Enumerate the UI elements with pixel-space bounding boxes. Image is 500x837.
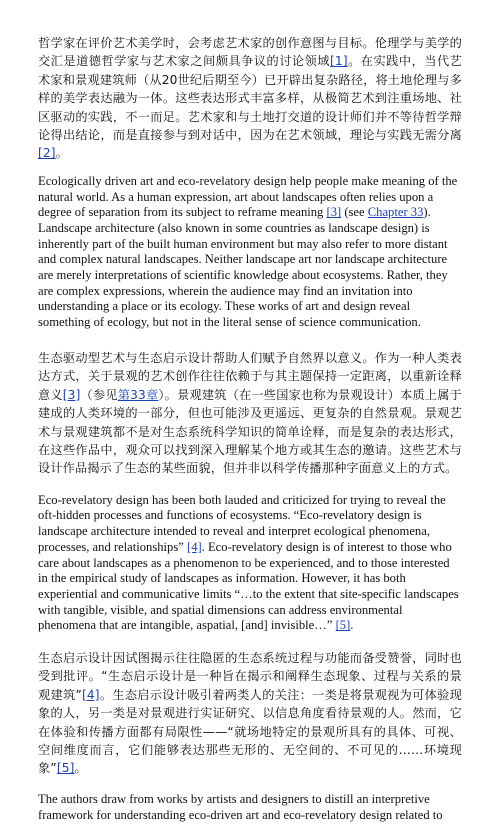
- paragraph-zh-3: [38, 649, 462, 778]
- paragraph-text: 。: [55, 146, 69, 161]
- chapter-link[interactable]: Chapter 33: [367, 205, 424, 220]
- citation-link[interactable]: [3]: [62, 387, 81, 402]
- paragraph-zh-2: [38, 349, 462, 478]
- paragraph-en-2: [38, 493, 462, 634]
- citation-link[interactable]: [5]: [56, 761, 75, 776]
- citation-link[interactable]: [3]: [326, 205, 342, 220]
- citation-link[interactable]: [5]: [335, 618, 351, 633]
- paragraph-text: 生态驱动型艺术与生态启示设计帮助人们赋予自然界以意义。作为一种人类表达方式，关于景观的艺术创作往往依赖于与其主题保持一定距离，以重新诠释意义: [38, 350, 462, 402]
- paragraph-text: . Eco-revelatory design is of interest to those who care about landscapes as a phenomenon to be experienced, and to those interested in the empirical study of landscapes as information. However, it has both experiential and communicative limits “…to the extent that site-specific landscapes with tangible, visible, and spatial dimensions can address environmental phenomena that are intangible, aspatial, [and] invisible…”: [38, 539, 459, 633]
- paragraph-text: 。在实践中，当代艺术家和景观建筑师（从20世纪后期至今）已开辟出复杂路径，将土地伦理与多样的美学表达融为一体。这些表达形式丰富多样，从极简艺术到注重场地、社区驱动的实践，不一而足。艺术家和与土地打交道的设计师们并不等待哲学辩论得出结论，而是直接参与到对话中，因为在艺术领域，理论与实践无需分离: [38, 54, 462, 143]
- paragraph-text: （参见: [80, 387, 118, 402]
- document-page: [38, 34, 462, 837]
- citation-link[interactable]: [4]: [187, 539, 202, 554]
- citation-link[interactable]: [2]: [38, 146, 56, 161]
- paragraph-en-3: [38, 792, 462, 823]
- paragraph-text: ). Landscape architecture (also known in some countries as landscape design) is inherently part of the built human environment but may also refer to more distant and complex natural landscapes. Neither landscape art nor landscape architecture are merely interpretations of scientific knowledge about ecosystems. Rather, they are complex expressions, wherein the audience may find an invitation into understanding a place or its ecology. These works of art and design reveal something of ecology, but not in the literal sense of science communication.: [38, 205, 448, 330]
- paragraph-text: 。: [74, 761, 87, 776]
- paragraph-text: .: [350, 618, 354, 633]
- citation-link[interactable]: [4]: [81, 687, 100, 702]
- paragraph-text: Ecologically driven art and eco-revelatory design help people make meaning of the natural world. As a human expression, art about landscapes often relies upon a degree of separation from its subject to reframe meaning: [38, 173, 458, 220]
- citation-link[interactable]: [1]: [330, 54, 348, 69]
- paragraph-en-1: [38, 174, 462, 331]
- paragraph-text: The authors draw from works by artists and designers to distill an interpretive framework for understanding eco-driven art and eco-revelatory design related to: [38, 791, 443, 822]
- paragraph-text: 哲学家在评价艺术美学时，会考虑艺术家的创作意图与目标。伦理学与美学的交汇是道德哲学家与艺术家之间颇具争议的讨论领域: [38, 36, 462, 69]
- paragraph-text: ）。景观建筑（在一些国家也称为景观设计）本质上属于建成的人类环境的一部分，但也可能涉及更遥远、更复杂的自然景观。景观艺术与景观建筑都不是对生态系统科学知识的简单诠释，而是复杂的表达形式，在这些作品中，观众可以找到深入理解某个地方或其生态的邀请。这些艺术与设计作品揭示了生态的某些面貌，但并非以科学传播那种字面意义上的方式。: [38, 387, 463, 476]
- paragraph-zh-1: [38, 34, 462, 163]
- paragraph-text: Eco-revelatory design has been both lauded and criticized for trying to reveal the oft-hidden processes and functions of ecosystems. “Eco-revelatory design is landscape architecture intended to reveal and interpret ecological phenomena, processes, and relationships”: [38, 492, 446, 554]
- chapter-link[interactable]: 第33章: [117, 387, 159, 402]
- paragraph-text: (see: [341, 205, 368, 220]
- paragraph-text: 。生态启示设计吸引着两类人的关注：一类是将景观视为可体验现象的人，另一类是对景观进行实证研究、以信息角度看待景观的人。然而，它在体验和传播方面都有局限性——“就场地特定的景观所具有的具体、可视、空间维度而言，它们能够表达那些无形的、无空间的、不可见的……环境现象”: [38, 687, 462, 776]
- paragraph-text: 生态启示设计因试图揭示往往隐匿的生态系统过程与功能而备受赞誉，同时也受到批评。“生态启示设计是一种旨在揭示和阐释生态现象、过程与关系的景观建筑”: [38, 651, 462, 702]
